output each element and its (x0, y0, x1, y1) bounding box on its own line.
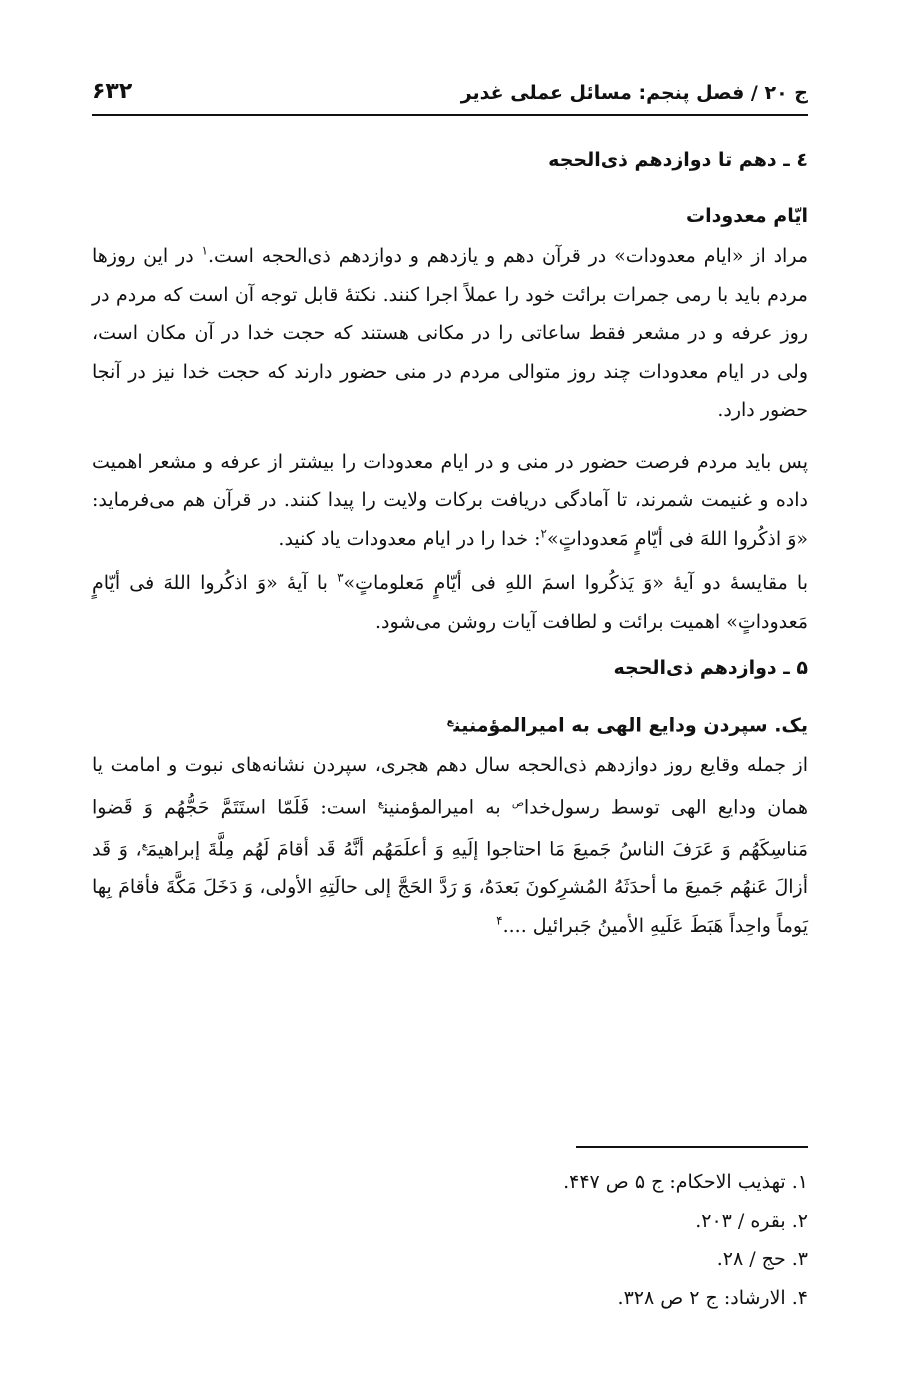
paragraph-1-text-b: در این روزها مردم باید با رمی جمرات برائت خود را عملاً اجرا کنند. نکتۀ قابل توجه آن است که مردم در روز عرفه و در مشعر فقط ساعاتی را در مکانی هستند که حجت خدا در آن مکان است، ولی در ایام معدودات چند روز متوالی مردم در منی حضور دارند که حجت خدا نیز در آنجا حضور دارد. (92, 245, 808, 421)
footnote-ref-3[interactable]: ۳ (337, 570, 344, 585)
paragraph-1-text-a: مراد از «ایام معدودات» در قرآن دهم و یازدهم و دوازدهم ذی‌الحجه است. (208, 245, 808, 267)
paragraph-4 (92, 746, 808, 945)
page-number: ۶۳۲ (92, 79, 133, 104)
paragraph-3-text-b: با آیۀ «وَ اذكُروا اللهَ فی أيّامٍ مَعدوداتٍ» اهمیت برائت و لطافت آیات روشن می‌شود. (92, 572, 808, 633)
footnote-ref-1[interactable]: ۱ (201, 243, 208, 258)
page-content (92, 143, 808, 945)
running-title: ج ۲۰ / فصل پنجم: مسائل عملی غدیر (460, 82, 808, 104)
footnote-1: ۱. تهذیب الاحکام: ج ۵ ص ۴۴۷. (563, 1171, 808, 1193)
footnote-3: ۳. حج / ۲۸. (716, 1248, 808, 1270)
paragraph-4-text-b: به امیرالمؤمنین (383, 796, 512, 819)
running-header (92, 64, 808, 104)
footnote-ref-4[interactable]: ۴ (496, 913, 503, 928)
salam-honorific-icon: ع (141, 839, 148, 851)
paragraph-4-text-d: ، وَ قَد أزالَ عَنهُم جَميعَ ما أحدَثَهُ المُشرِكونَ بَعدَهُ، وَ رَدَّ الحَجَّ إلى حالَتِهِ الأولى، وَ دَخَلَ مَكَّةَ فأقامَ بِها يَوماً واحِداً هَبَطَ عَلَيهِ الأمينُ جَبرائيل .... (92, 837, 808, 937)
footnote-divider (576, 1146, 808, 1148)
salam-honorific-icon: ع (377, 797, 384, 809)
footnotes (92, 1163, 808, 1317)
section-heading-5: ۵ ـ دوازدهم ذی‌الحجه (613, 657, 808, 679)
paragraph-4-text-a: از جمله وقایع روز دوازدهم ذی‌الحجه سال دهم هجری، سپردن نشانه‌های نبوت و امامت یا همان ودایع الهی توسط رسول‌خدا (92, 754, 808, 819)
footnote-2: ۲. بقره / ۲۰۳. (695, 1209, 808, 1232)
footnote-4: ۴. الارشاد: ج ۲ ص ۳۲۸. (617, 1286, 808, 1309)
salam-honorific-icon: ع (446, 716, 454, 727)
paragraph-1 (92, 237, 808, 430)
subheading-wadayi-text: یک. سپردن ودایع الهی به امیرالمؤمنین (453, 714, 808, 737)
paragraph-2-text-b: : خدا را در ایام معدودات یاد کنید. (278, 527, 541, 550)
header-divider (92, 114, 808, 116)
paragraph-3-text-a: با مقایسۀ دو آیۀ «وَ يَذكُروا اسمَ اللهِ فی أيّامٍ مَعلوماتٍ» (343, 572, 808, 594)
subheading-ayyam-madudat: ایّام معدودات (686, 205, 808, 227)
section-heading-4: ٤ ـ دهم تا دوازدهم ذی‌الحجه (548, 149, 808, 171)
paragraph-3 (92, 564, 808, 641)
paragraph-2 (92, 443, 808, 559)
paragraph-2-text-a: پس باید مردم فرصت حضور در منی و در ایام معدودات را بیشتر از عرفه و مشعر اهمیت داده و غنیمت شمرند، تا آمادگی دریافت برکات ولایت را پیدا کنند. در قرآن هم می‌فرماید: «وَ اذكُروا اللهَ فی أيّامٍ مَعدوداتٍ» (92, 450, 809, 550)
footnote-ref-2[interactable]: ۲ (540, 526, 547, 541)
paragraph-4-text-c: است: فَلَمّا استَتَمَّ حَجُّهُم وَ قَضوا مَناسِكَهُم وَ عَرَفَ الناسُ جَميعَ مَا احتاجوا إلَيهِ وَ أعلَمَهُم أنَّهُ قَد أقامَ لَهُم مِلَّةَ إبراهيمَ (92, 796, 808, 860)
salawat-honorific-icon: ص (511, 797, 524, 809)
subheading-wadayi (92, 705, 808, 742)
document-page (92, 0, 808, 1390)
